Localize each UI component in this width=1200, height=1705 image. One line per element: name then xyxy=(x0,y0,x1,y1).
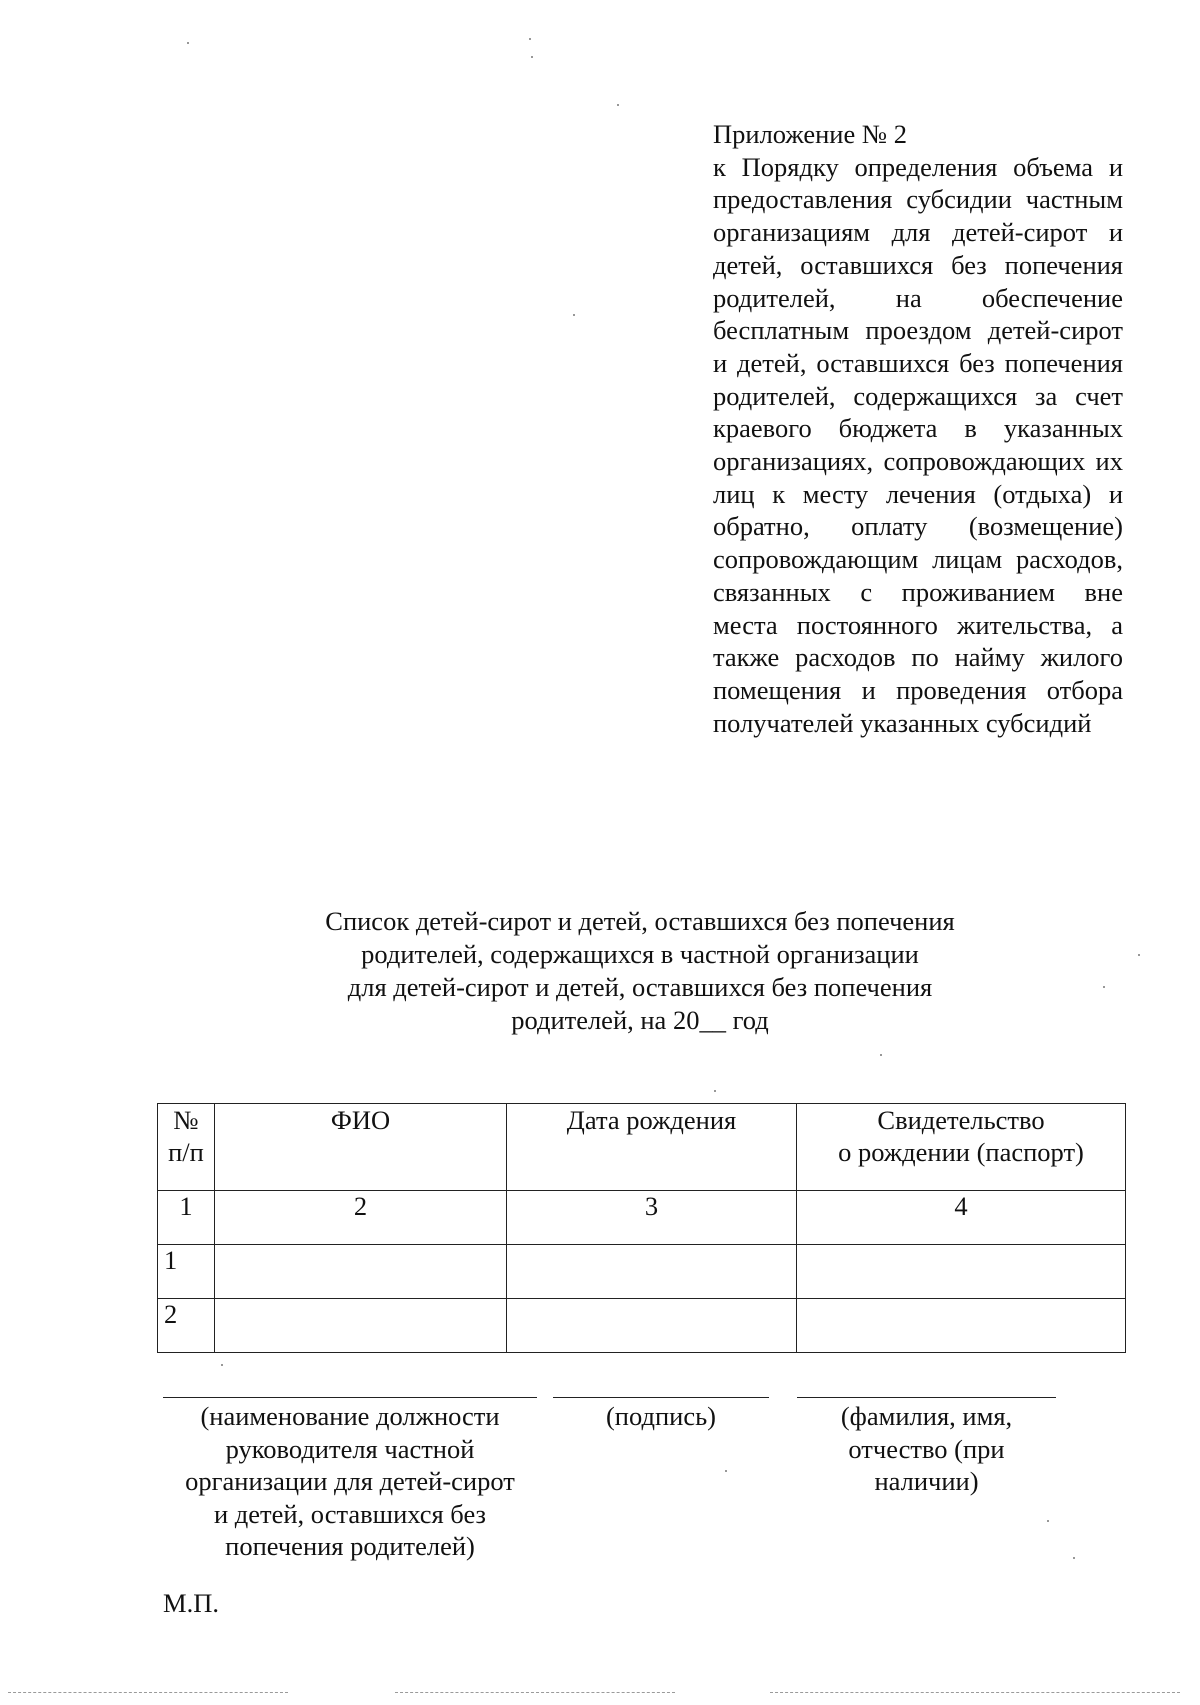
appendix-line: на обеспечение бесплатным xyxy=(713,282,1123,346)
header-number-line: п/п xyxy=(168,1137,204,1167)
document-title xyxy=(260,905,1020,1037)
appendix-line: и обратно, оплату (возмещение) xyxy=(713,478,1123,542)
position-caption-line: попечения родителей) xyxy=(225,1531,475,1561)
column-index: 3 xyxy=(507,1191,797,1245)
table-row xyxy=(158,1299,1126,1353)
scan-speck xyxy=(531,56,533,58)
position-caption-line: руководителя частной xyxy=(225,1433,475,1464)
appendix-line: родителей, содержащихся xyxy=(713,380,1018,411)
signature-caption-line: (подпись) xyxy=(605,1401,716,1431)
appendix-line: без попечения родителей, xyxy=(713,249,1123,313)
row-number-cell: 2 xyxy=(158,1299,215,1353)
scan-speck xyxy=(714,1090,716,1092)
column-index: 1 xyxy=(158,1191,215,1245)
appendix-line: и предоставления субсидии xyxy=(713,151,1123,215)
scan-speck xyxy=(187,42,189,44)
document-title-line: родителей, на 20__ год xyxy=(511,1005,769,1035)
scan-speck xyxy=(529,38,531,40)
appendix-line: получателей указанных xyxy=(713,707,980,738)
full-name-caption xyxy=(797,1400,1056,1498)
header-certificate-line: о рождении (паспорт) xyxy=(838,1137,1084,1167)
column-index: 4 xyxy=(797,1191,1126,1245)
table-row xyxy=(158,1245,1126,1299)
appendix-line: к месту лечения (отдыха) xyxy=(772,478,1092,509)
scan-speck xyxy=(221,1364,223,1366)
appendix-line: расходов по найму жилого xyxy=(795,642,1124,673)
appendix-line: сопровождающих их лиц xyxy=(713,446,1123,509)
appendix-line: постоянного жительства, а также xyxy=(713,609,1124,673)
scan-speck xyxy=(617,104,619,106)
appendix-line: сопровождающим лицам xyxy=(713,544,1003,575)
children-list-table xyxy=(157,1103,1126,1353)
scan-speck xyxy=(1103,986,1105,988)
scan-edge-line xyxy=(8,1692,288,1693)
appendix-line: субсидий xyxy=(985,707,1092,738)
appendix-line: проездом детей-сирот и детей, xyxy=(713,315,1123,378)
certificate-cell xyxy=(797,1245,1126,1299)
header-certificate-line: Свидетельство xyxy=(877,1105,1045,1135)
position-signature-line xyxy=(163,1397,537,1398)
certificate-cell xyxy=(797,1299,1126,1353)
birth-date-cell xyxy=(507,1299,797,1353)
position-caption-line: (наименование должности xyxy=(200,1401,500,1431)
full-name-caption-line: наличии) xyxy=(874,1466,979,1496)
appendix-title: Приложение № 2 xyxy=(713,119,908,149)
scan-speck xyxy=(1138,954,1140,956)
header-fio-line: ФИО xyxy=(330,1105,391,1135)
birth-date-cell xyxy=(507,1245,797,1299)
fio-cell xyxy=(215,1245,507,1299)
header-number xyxy=(158,1104,215,1191)
header-certificate xyxy=(797,1104,1126,1191)
signature-caption xyxy=(553,1400,769,1433)
fio-cell xyxy=(215,1299,507,1353)
appendix-line: с проживанием вне места xyxy=(713,576,1123,640)
appendix-line: оставшихся без попечения xyxy=(816,347,1123,378)
appendix-line: помещения и проведения отбора xyxy=(713,674,1123,705)
full-name-caption-line: (фамилия, имя, xyxy=(840,1401,1013,1431)
header-fio xyxy=(215,1104,507,1191)
document-title-line: для детей-сирот и детей, оставшихся без попечения xyxy=(347,972,933,1002)
document-title-line: Список детей-сирот и детей, оставшихся без попечения xyxy=(325,906,955,936)
appendix-line: к Порядку определения объема xyxy=(713,151,1094,182)
appendix-header xyxy=(713,118,1123,739)
signature-line xyxy=(553,1397,769,1398)
header-number-line: № xyxy=(173,1105,199,1135)
scan-speck xyxy=(880,1054,882,1056)
scan-speck xyxy=(725,1470,727,1472)
header-birth-date xyxy=(507,1104,797,1191)
position-caption-line: организации для детей-сирот xyxy=(185,1466,515,1496)
appendix-line: расходов, связанных xyxy=(713,544,1123,607)
appendix-line: детей-сирот и детей, оставшихся xyxy=(713,217,1123,280)
appendix-line: за счет краевого бюджета xyxy=(713,380,1123,444)
appendix-line: в указанных организациях, xyxy=(713,413,1124,477)
scan-edge-line xyxy=(395,1692,675,1693)
full-name-caption-line: отчество (при xyxy=(848,1433,1005,1464)
column-index-row xyxy=(158,1191,1126,1245)
scan-speck xyxy=(1047,1520,1049,1522)
column-index: 2 xyxy=(215,1191,507,1245)
scan-speck xyxy=(573,314,575,316)
appendix-line: частным организациям для xyxy=(713,184,1123,248)
scan-edge-line xyxy=(770,1692,1180,1693)
table-header-row xyxy=(158,1104,1126,1191)
scan-speck xyxy=(1073,1557,1075,1559)
stamp-label: М.П. xyxy=(163,1588,219,1618)
full-name-signature-line xyxy=(797,1397,1056,1398)
row-number-cell: 1 xyxy=(158,1245,215,1299)
header-birth-date-line: Дата рождения xyxy=(566,1105,737,1135)
position-caption-line: и детей, оставшихся без xyxy=(213,1498,486,1529)
document-title-line: родителей, содержащихся в частной организации xyxy=(361,939,919,969)
appendix-body xyxy=(713,151,1123,740)
position-caption xyxy=(163,1400,537,1563)
